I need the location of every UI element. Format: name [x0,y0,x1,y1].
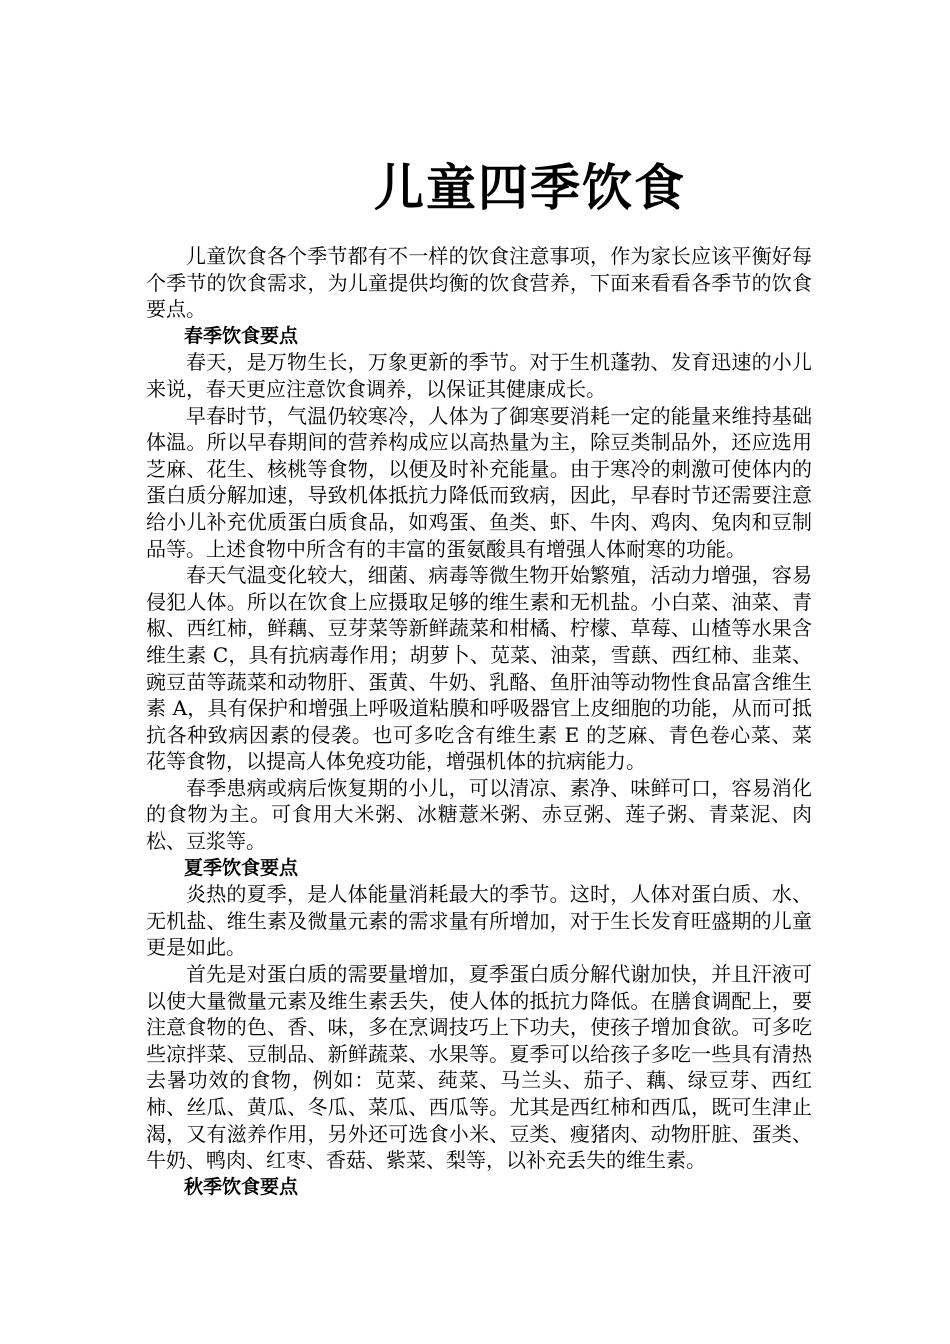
section-heading-spring: 春季饮食要点 [184,324,299,347]
section-heading-summer: 夏季饮食要点 [184,856,299,879]
intro-paragraph: 儿童饮食各个季节都有不一样的饮食注意事项，作为家长应该平衡好每个季节的饮食需求，为儿童提供均衡的饮食营养，下面来看看各季节的饮食要点。 [146,244,812,322]
summer-paragraph-1: 炎热的夏季，是人体能量消耗最大的季节。这时，人体对蛋白质、水、无机盐、维生素及微量元素的需求量有所增加，对于生长发育旺盛期的儿童更是如此。 [146,882,812,960]
spring-paragraph-2: 早春时节，气温仍较寒冷，人体为了御寒要消耗一定的能量来维持基础体温。所以早春期间的营养构成应以高热量为主，除豆类制品外，还应选用芝麻、花生、核桃等食物，以便及时补充能量。由于寒冷的刺激可使体内的蛋白质分解加速，导致机体抵抗力降低而致病，因此，早春时节还需要注意给小儿补充优质蛋白质食品，如鸡蛋、鱼类、虾、牛肉、鸡肉、兔肉和豆制品等。上述食物中所含有的丰富的蛋氨酸具有增强人体耐寒的功能。 [146,403,812,561]
document-body [146,243,812,1200]
section-heading-autumn: 秋季饮食要点 [184,1175,299,1198]
spring-paragraph-1: 春天，是万物生长，万象更新的季节。对于生机蓬勃、发育迅速的小儿来说，春天更应注意饮食调养，以保证其健康成长。 [146,350,812,401]
page-title: 儿童四季饮食 [374,159,686,217]
summer-paragraph-2: 首先是对蛋白质的需要量增加，夏季蛋白质分解代谢加快，并且汗液可以使大量微量元素及维生素丢失，使人体的抵抗力降低。在膳食调配上，要注意食物的色、香、味，多在烹调技巧上下功夫，使孩子增加食欲。可多吃些凉拌菜、豆制品、新鲜蔬菜、水果等。夏季可以给孩子多吃一些具有清热去暑功效的食物，例如：苋菜、莼菜、马兰头、茄子、藕、绿豆芽、西红柿、丝瓜、黄瓜、冬瓜、菜瓜、西瓜等。尤其是西红柿和西瓜，既可生津止渴，又有滋养作用，另外还可选食小米、豆类、瘦猪肉、动物肝脏、蛋类、牛奶、鸭肉、红枣、香菇、紫菜、梨等，以补充丢失的维生素。 [146,962,812,1173]
spring-paragraph-3: 春天气温变化较大，细菌、病毒等微生物开始繁殖，活动力增强，容易侵犯人体。所以在饮食上应摄取足够的维生素和无机盐。小白菜、油菜、青椒、西红柿，鲜藕、豆芽菜等新鲜蔬菜和柑橘、柠檬、草莓、山楂等水果含维生素 C，具有抗病毒作用；胡萝卜、苋菜、油菜，雪蕻、西红柿、韭菜、豌豆苗等蔬菜和动物肝、蛋黄、牛奶、乳酪、鱼肝油等动物性食品富含维生素 A，具有保护和增强上呼吸道粘膜和呼吸器官上皮细胞的功能，从而可抵抗各种致病因素的侵袭。也可多吃含有维生素 E 的芝麻、青色卷心菜、菜花等食物，以提高人体免疫功能，增强机体的抗病能力。 [146,563,812,774]
spring-paragraph-4: 春季患病或病后恢复期的小儿，可以清凉、素净、味鲜可口，容易消化的食物为主。可食用大米粥、冰糖薏米粥、赤豆粥、莲子粥、青菜泥、肉松、豆浆等。 [146,775,812,854]
